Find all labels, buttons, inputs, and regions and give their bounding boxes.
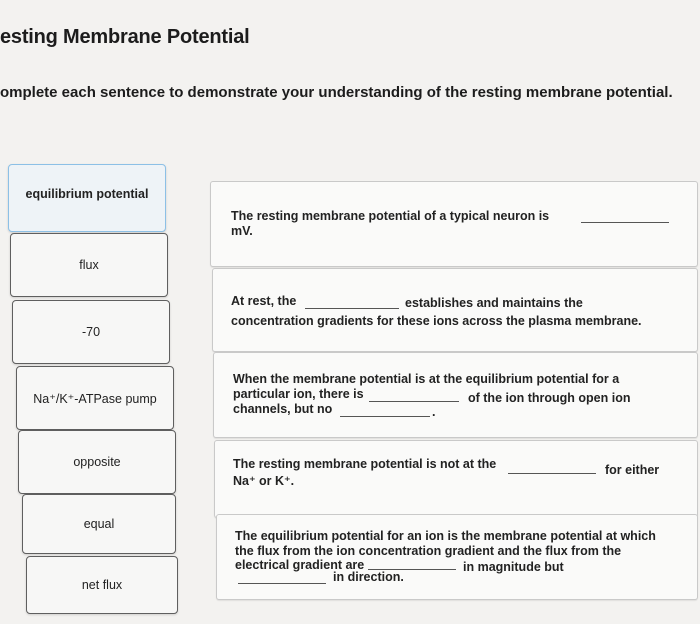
- statement-3-text-e: .: [432, 405, 436, 419]
- term-equilibrium-potential[interactable]: [8, 164, 166, 232]
- term-label: equilibrium potential: [25, 187, 149, 201]
- term-equal[interactable]: [22, 494, 176, 554]
- term-label: opposite: [73, 455, 121, 469]
- statement-3-drop-zone-2[interactable]: [340, 416, 430, 417]
- statement-2-drop-zone[interactable]: [305, 308, 399, 309]
- statement-1-text-a: The resting membrane potential of a typical neuron is: [231, 209, 550, 223]
- statement-1-text-b: mV.: [231, 224, 253, 238]
- statement-3-text-a: When the membrane potential is at the equilibrium potential for a: [233, 372, 620, 386]
- statement-5-text-d: in magnitude but: [463, 560, 564, 574]
- statement-1-drop-zone[interactable]: [581, 222, 669, 223]
- statement-4-text-c: Na⁺ or K⁺.: [233, 474, 295, 488]
- term-net-flux[interactable]: [26, 556, 178, 614]
- term-label: equal: [83, 517, 115, 531]
- term-minus-70[interactable]: [12, 300, 170, 364]
- statement-4-drop-zone[interactable]: [508, 473, 596, 474]
- term-label: -70: [81, 325, 101, 339]
- statement-5-text-c: electrical gradient are: [235, 558, 365, 572]
- statement-2-text-b: establishes and maintains the: [405, 296, 583, 310]
- term-label: flux: [79, 258, 99, 272]
- statement-2-text-c: concentration gradients for these ions across the plasma membrane.: [231, 314, 642, 328]
- statement-5-text-e: in direction.: [333, 570, 404, 584]
- term-na-k-atpase-pump[interactable]: [16, 366, 174, 430]
- statement-3-text-b: particular ion, there is: [233, 387, 364, 401]
- statement-3-text-c: of the ion through open ion: [468, 391, 631, 405]
- statement-5-text-b: the flux from the ion concentration gradient and the flux from the: [235, 544, 622, 558]
- statement-5-text-a: The equilibrium potential for an ion is the membrane potential at which: [235, 529, 656, 543]
- term-label: net flux: [81, 578, 123, 592]
- statement-2-text-a: At rest, the: [231, 294, 297, 308]
- statement-5-drop-zone-2[interactable]: [238, 583, 326, 584]
- instructions-text: omplete each sentence to demonstrate your understanding of the resting membrane potential.: [0, 84, 673, 101]
- statement-3-text-d: channels, but no: [233, 402, 333, 416]
- page-title: esting Membrane Potential: [0, 26, 250, 48]
- statement-4-text-a: The resting membrane potential is not at the: [233, 457, 497, 471]
- term-label: Na⁺/K⁺-ATPase pump: [33, 391, 157, 406]
- term-flux[interactable]: [10, 233, 168, 297]
- statement-3-drop-zone-1[interactable]: [369, 401, 459, 402]
- term-opposite[interactable]: [18, 430, 176, 494]
- statement-1: [210, 181, 698, 267]
- statement-4-text-b: for either: [605, 463, 660, 477]
